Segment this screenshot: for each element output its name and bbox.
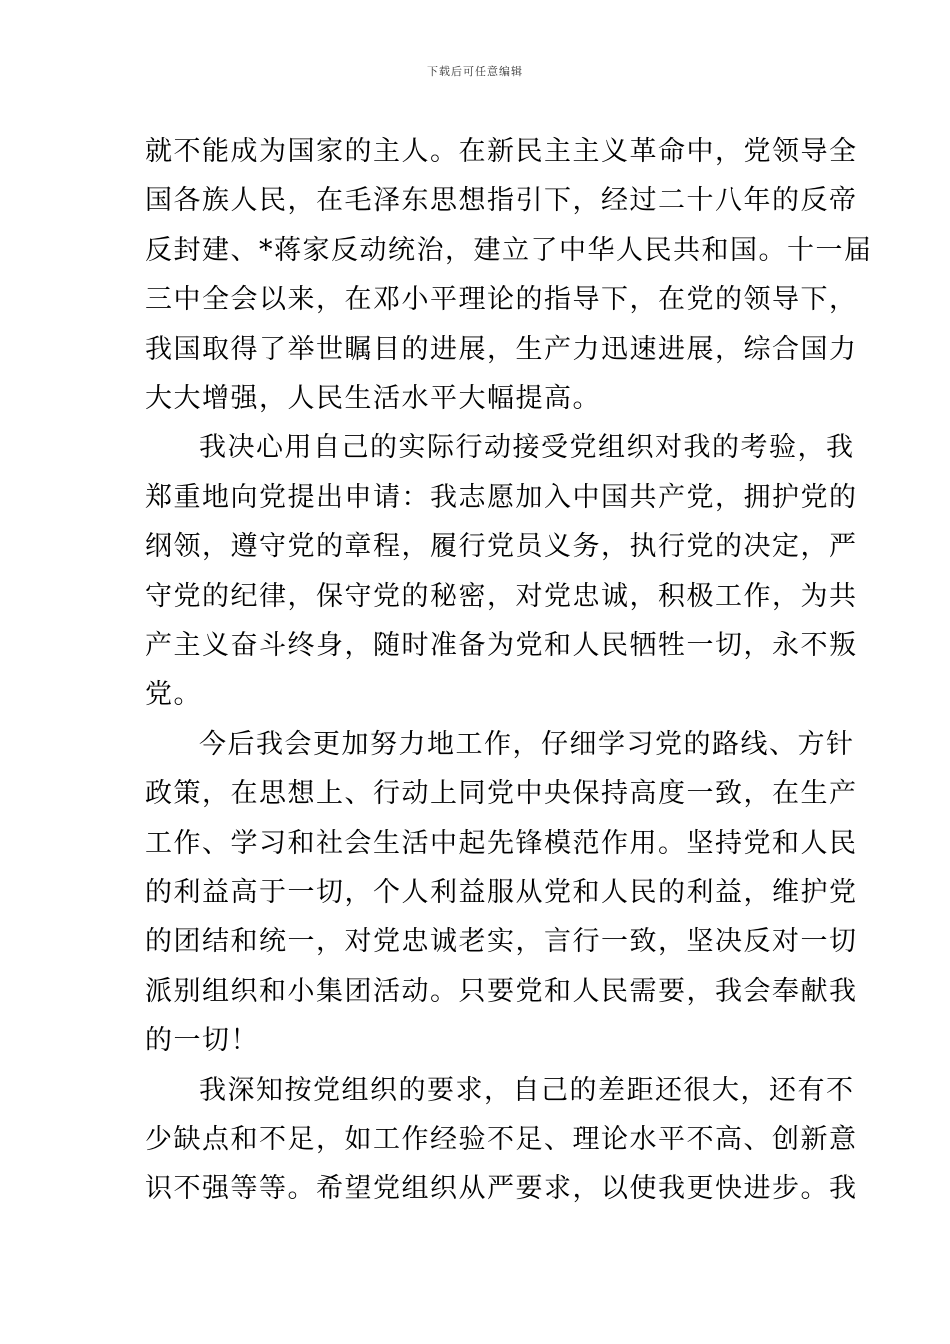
body-text-line: 少缺点和不足，如工作经验不足、理论水平不高、创新意 (145, 1124, 858, 1155)
body-text-line: 派别组织和小集团活动。只要党和人民需要，我会奉献我 (145, 975, 858, 1007)
body-text-line: 的团结和统一，对党忠诚老实，言行一致，坚决反对一切 (145, 926, 858, 958)
body-text-line: 三中全会以来，在邓小平理论的指导下，在党的领导下， (145, 284, 858, 316)
body-text-line: 我决心用自己的实际行动接受党组织对我的考验，我 (199, 432, 855, 464)
body-text-line: 今后我会更加努力地工作，仔细学习党的路线、方针 (199, 728, 855, 760)
body-text-line: 的利益高于一切，个人利益服从党和人民的利益，维护党 (145, 877, 858, 908)
body-text-line: 反封建、*蒋家反动统治，建立了中华人民共和国。十一届 (145, 234, 873, 266)
page-header: 下载后可任意编辑 (427, 65, 523, 78)
body-text-line: 产主义奋斗终身，随时准备为党和人民牺牲一切，永不叛 (145, 630, 858, 661)
body-text-line: 我国取得了举世瞩目的进展，生产力迅速进展，综合国力 (145, 333, 858, 365)
body-text-line: 守党的纪律，保守党的秘密，对党忠诚，积极工作，为共 (145, 580, 858, 612)
body-text-line: 党。 (145, 679, 202, 711)
body-text-line: 大大增强，人民生活水平大幅提高。 (145, 383, 601, 414)
body-text-line: 郑重地向党提出申请：我志愿加入中国共产党，拥护党的 (145, 481, 858, 513)
body-text-line: 国各族人民，在毛泽东思想指引下，经过二十八年的反帝 (145, 185, 858, 217)
body-text-line: 的一切！ (145, 1025, 259, 1057)
body-text-line: 政策，在思想上、行动上同党中央保持高度一致，在生产 (145, 778, 858, 810)
body-text-line: 纲领，遵守党的章程，履行党员义务，执行党的决定，严 (145, 531, 858, 563)
body-text-line: 工作、学习和社会生活中起先锋模范作用。坚持党和人民 (145, 827, 858, 859)
body-text-line: 我深知按党组织的要求，自己的差距还很大，还有不 (199, 1074, 855, 1106)
body-text-line: 就不能成为国家的主人。在新民主主义革命中，党领导全 (145, 136, 858, 167)
body-text-line: 识不强等等。希望党组织从严要求，以使我更快进步。我 (145, 1173, 858, 1205)
